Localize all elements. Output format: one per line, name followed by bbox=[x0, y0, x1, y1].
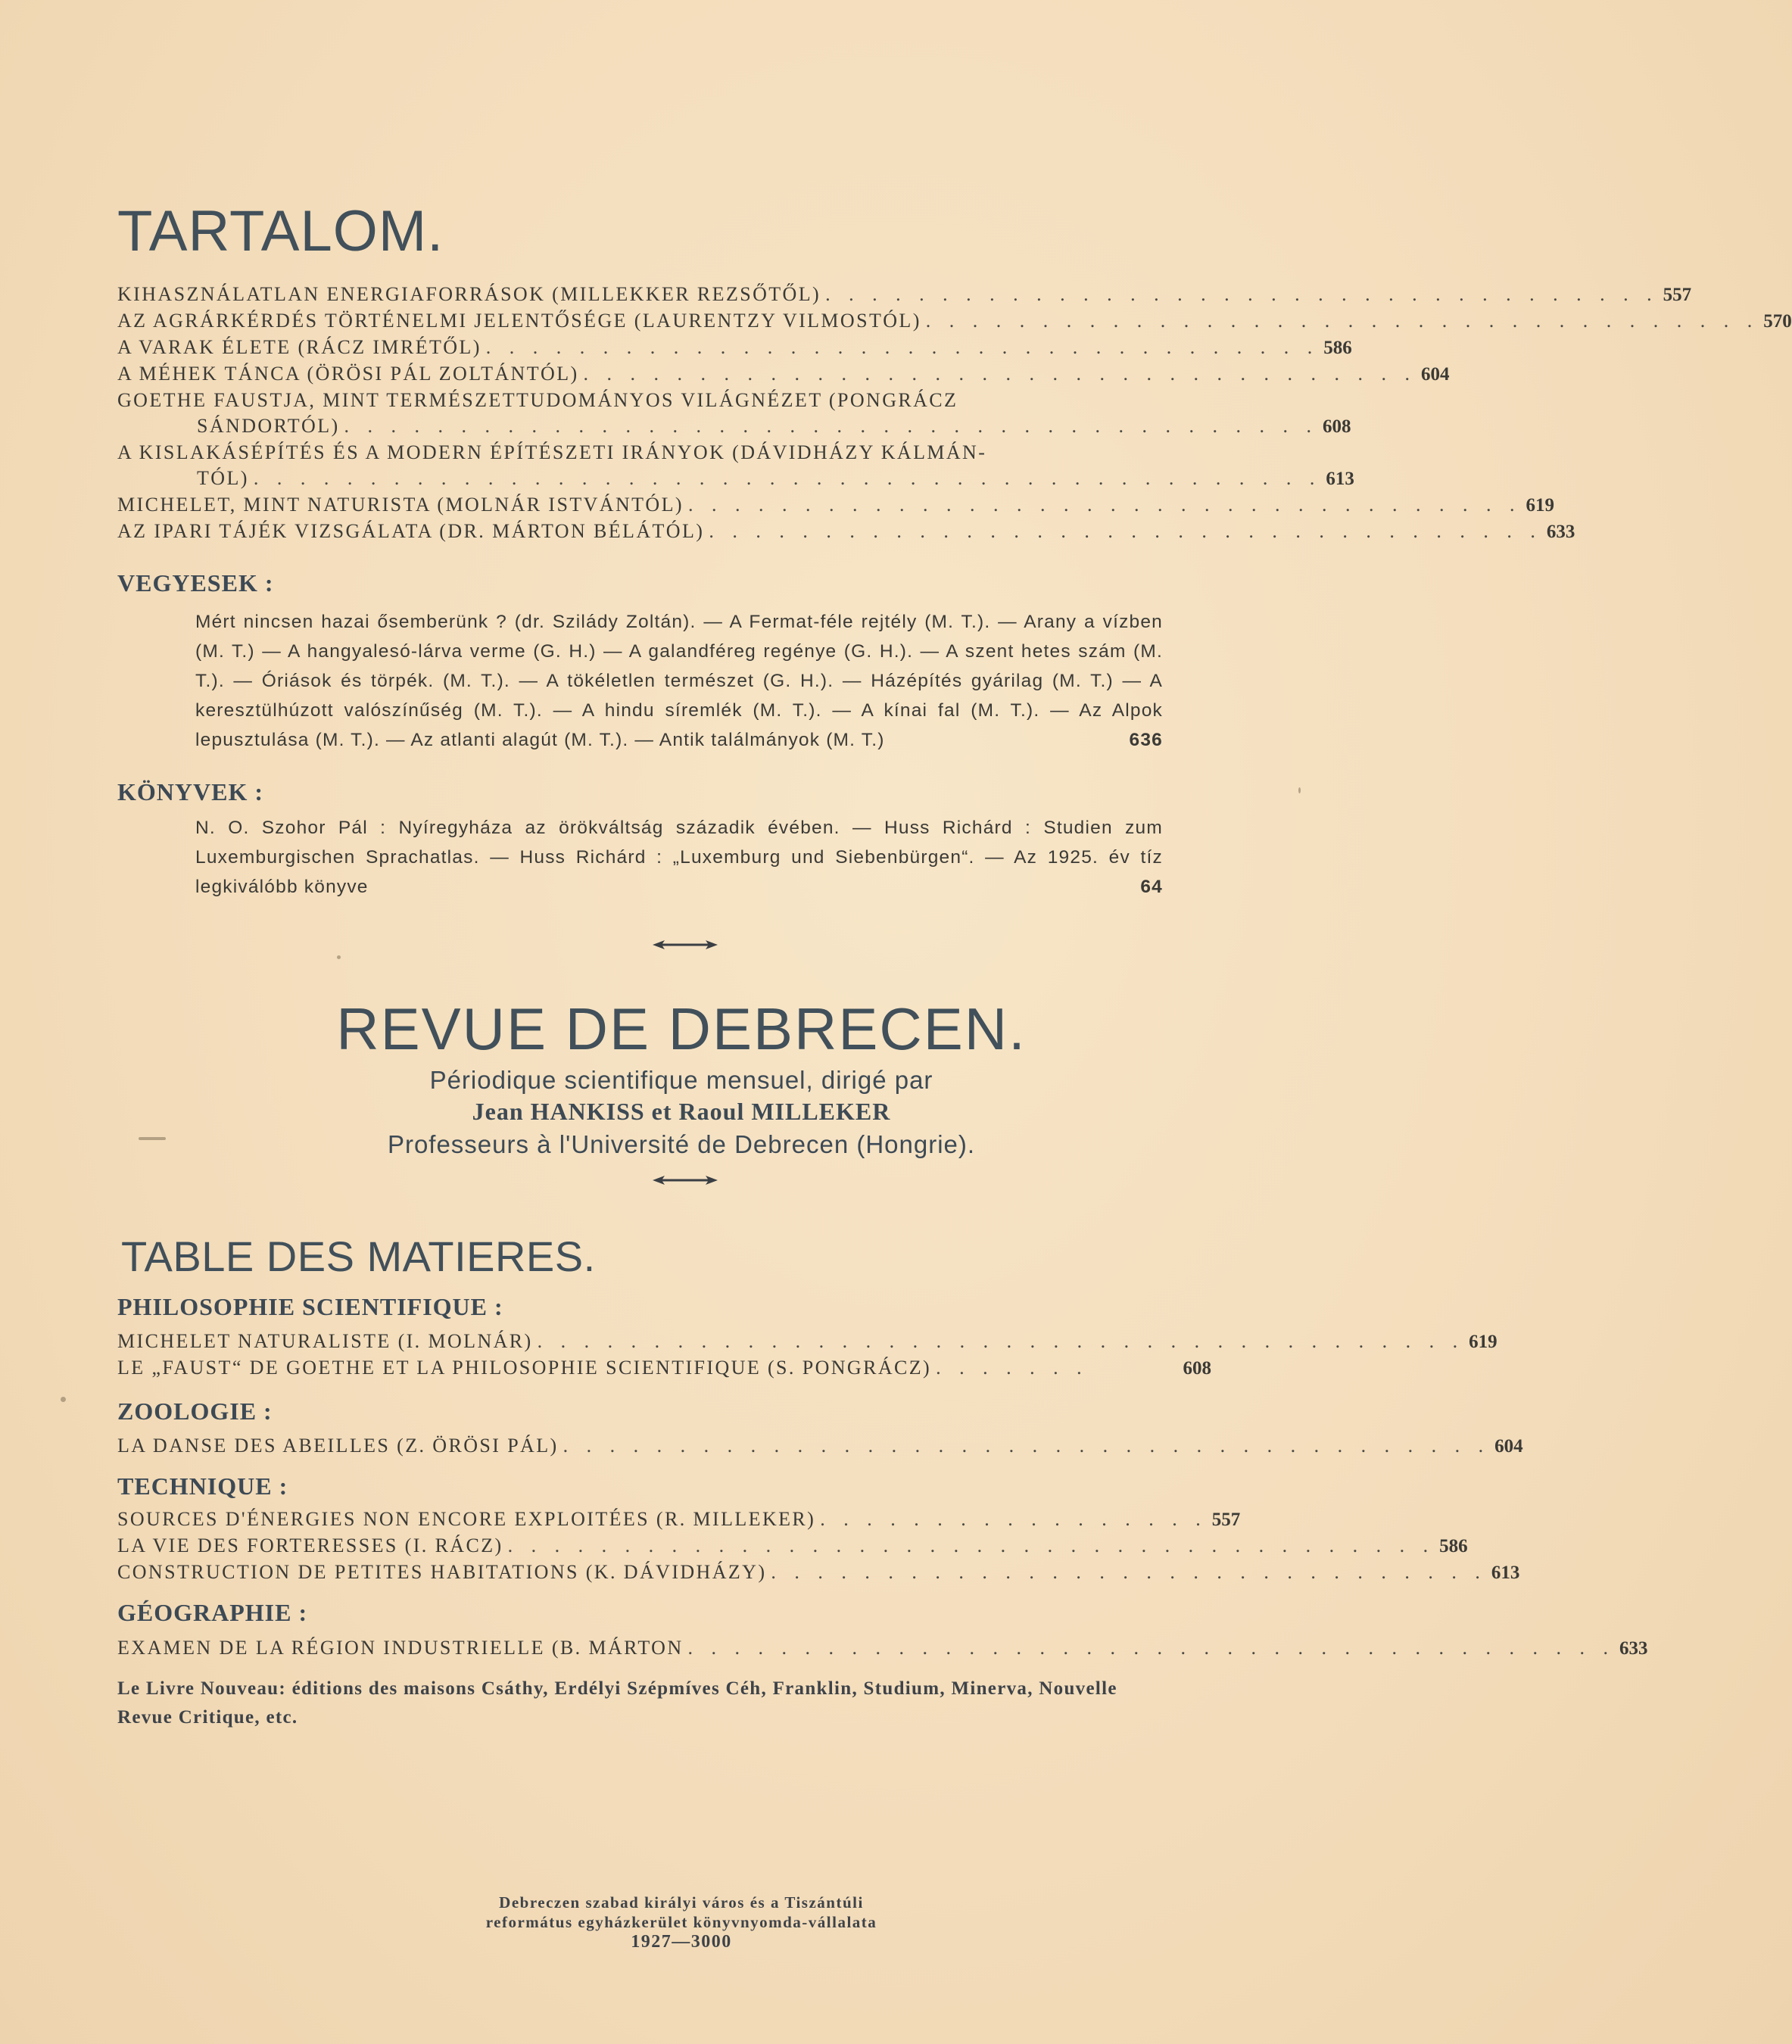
page-number: 636 bbox=[1129, 730, 1163, 750]
paper-speck bbox=[61, 1397, 66, 1402]
toc-entry-continuation: SÁNDORTÓL) . . . . . . . . . . . . . . . . . . . . . . . . . . . . . . . . . . . . . . . . . . 608 bbox=[117, 413, 1211, 440]
toc-entry: LE „FAUST“ DE GOETHE ET LA PHILOSOPHIE SCIENTIFIQUE (S. PONGRÁCZ) . . . . . . . 608 bbox=[117, 1355, 1211, 1382]
revue-title: REVUE DE DEBRECEN. bbox=[336, 996, 1027, 1062]
page-number: 557 bbox=[1663, 285, 1692, 305]
section-heading-geographie: GÉOGRAPHIE : bbox=[117, 1599, 308, 1626]
printer-imprint bbox=[0, 1893, 1363, 1952]
ornament-divider-icon bbox=[651, 1174, 719, 1186]
ornament-divider-icon bbox=[651, 939, 719, 951]
paper-speck bbox=[139, 1137, 166, 1140]
page-number: 586 bbox=[1439, 1536, 1468, 1556]
vegyesek-text: Mért nincsen hazai ősemberünk ? (dr. Szilády Zoltán). — A Fermat-féle rejtély (M. T.). — Arany a vízben (M. T.) — A hangyalesó-lárva verme (G. H.) — A galandféreg regénye (G. H.). — A szent hetes szám (M. T.). — Óriások és törpék. (M. T.). — A tökéletlen természet (G. H.). — Házépítés gyárilag (M. T.) — A keresztülhúzott valószínűség (M. T.). — A hindu síremlék (M. T.). — A kínai fal (M. T.). — Az Alpok lepusztulása (M. T.). — Az atlanti alagút (M. T.). — Antik találmányok (M. T.) 636 bbox=[195, 607, 1163, 755]
page-number: 613 bbox=[1326, 469, 1354, 489]
imprint-line: református egyházkerület könyvnyomda-vállalata bbox=[485, 1913, 877, 1931]
tartalom-list bbox=[117, 282, 1792, 545]
toc-entry-continuation: TÓL) . . . . . . . . . . . . . . . . . . . . . . . . . . . . . . . . . . . . . . . . . . . . . . 613 bbox=[117, 466, 1211, 492]
page-number: 586 bbox=[1323, 338, 1352, 358]
toc-entry: MICHELET, MINT NATURISTA (MOLNÁR ISTVÁNTÓL) . . . . . . . . . . . . . . . . . . . . . . . . . . . . . . . . . . . . 619 bbox=[117, 492, 1211, 519]
page-number: 633 bbox=[1619, 1638, 1648, 1659]
toc-entry: AZ IPARI TÁJÉK VIZSGÁLATA (DR. MÁRTON BÉLÁTÓL) . . . . . . . . . . . . . . . . . . . . . . . . . . . . . . . . . . . . 633 bbox=[117, 519, 1211, 545]
toc-entry: MICHELET NATURALISTE (I. MOLNÁR) . . . . . . . . . . . . . . . . . . . . . . . . . . . . . . . . . . . . . . . . 619 bbox=[117, 1329, 1211, 1355]
tartalom-title: TARTALOM. bbox=[117, 199, 444, 263]
page-number: 633 bbox=[1546, 522, 1575, 542]
page-number: 619 bbox=[1526, 495, 1554, 516]
page-number: 619 bbox=[1469, 1332, 1497, 1352]
technique-list bbox=[117, 1507, 1520, 1586]
toc-entry: A KISLAKÁSÉPÍTÉS ÉS A MODERN ÉPÍTÉSZETI IRÁNYOK (DÁVIDHÁZY KÁLMÁN- bbox=[117, 441, 987, 463]
print-run: 1927—3000 bbox=[631, 1932, 732, 1952]
page-number: 64 bbox=[1140, 877, 1163, 897]
toc-entry: SOURCES D'ÉNERGIES NON ENCORE EXPLOITÉES (R. MILLEKER) . . . . . . . . . . . . . . . . . 557 bbox=[117, 1507, 1211, 1533]
table-title: TABLE DES MATIERES. bbox=[121, 1232, 596, 1280]
toc-entry: CONSTRUCTION DE PETITES HABITATIONS (K. DÁVIDHÁZY) . . . . . . . . . . . . . . . . . . . . . . . . . . . . . . . 613 bbox=[117, 1559, 1211, 1586]
toc-entry: EXAMEN DE LA RÉGION INDUSTRIELLE (B. MÁRTON . . . . . . . . . . . . . . . . . . . . . . . . . . . . . . . . . . . . . . . . 633 bbox=[117, 1635, 1211, 1662]
paper-speck bbox=[337, 955, 341, 959]
revue-subtitle: Périodique scientifique mensuel, dirigé par bbox=[429, 1066, 933, 1094]
zoologie-list bbox=[117, 1433, 1523, 1460]
toc-entry: GOETHE FAUSTJA, MINT TERMÉSZETTUDOMÁNYOS VILÁGNÉZET (PONGRÁCZ bbox=[117, 389, 958, 411]
konyvek-text: N. O. Szohor Pál : Nyíregyháza az örökváltság századik évében. — Huss Richárd : Studien zum Luxemburgischen Sprachatlas. — Huss Richárd : „Luxemburg und Siebenbürgen“. — Az 1925. év tíz legkiválóbb könyve 64 bbox=[195, 813, 1163, 902]
section-heading-technique: TECHNIQUE : bbox=[117, 1472, 288, 1500]
geographie-list bbox=[117, 1635, 1648, 1662]
philosophie-list bbox=[117, 1329, 1497, 1382]
page-number: 557 bbox=[1211, 1510, 1241, 1530]
section-heading-zoologie: ZOOLOGIE : bbox=[117, 1397, 273, 1425]
toc-entry: LA VIE DES FORTERESSES (I. RÁCZ) . . . . . . . . . . . . . . . . . . . . . . . . . . . . . . . . . . . . . . . . 586 bbox=[117, 1533, 1211, 1559]
toc-entry: AZ AGRÁRKÉRDÉS TÖRTÉNELMI JELENTŐSÉGE (LAURENTZY VILMOSTÓL) . . . . . . . . . . . . . . . . . . . . . . . . . . . . . . . . . . . . 570 bbox=[117, 308, 1211, 335]
page-number: 604 bbox=[1421, 364, 1450, 385]
page-number: 613 bbox=[1491, 1563, 1520, 1583]
page-number: 570 bbox=[1763, 311, 1792, 332]
page-number: 604 bbox=[1494, 1436, 1523, 1457]
section-heading-philosophie: PHILOSOPHIE SCIENTIFIQUE : bbox=[117, 1293, 503, 1320]
paper-speck bbox=[1298, 787, 1301, 793]
toc-entry: KIHASZNÁLATLAN ENERGIAFORRÁSOK (MILLEKKER REZSŐTŐL) . . . . . . . . . . . . . . . . . . . . . . . . . . . . . . . . . . . . 557 bbox=[117, 282, 1211, 308]
toc-entry: A VARAK ÉLETE (RÁCZ IMRÉTŐL) . . . . . . . . . . . . . . . . . . . . . . . . . . . . . . . . . . . . 586 bbox=[117, 335, 1211, 361]
page-number: 608 bbox=[1323, 416, 1351, 437]
imprint-line: Debreczen szabad királyi város és a Tiszántúli bbox=[499, 1893, 864, 1912]
livre-nouveau-note: Le Livre Nouveau: éditions des maisons Csáthy, Erdélyi Szépmíves Céh, Franklin, Studium, Minerva, Nouvelle Revue Critique, etc. bbox=[117, 1678, 1117, 1728]
konyvek-heading: KÖNYVEK : bbox=[117, 778, 263, 805]
vegyesek-heading: VEGYESEK : bbox=[117, 569, 274, 597]
page-number: 608 bbox=[1183, 1358, 1211, 1379]
toc-entry: A MÉHEK TÁNCA (ÖRÖSI PÁL ZOLTÁNTÓL) . . . . . . . . . . . . . . . . . . . . . . . . . . . . . . . . . . . . 604 bbox=[117, 361, 1211, 388]
revue-editors: Jean HANKISS et Raoul MILLEKER bbox=[472, 1098, 891, 1125]
toc-entry: LA DANSE DES ABEILLES (Z. ÖRÖSI PÁL) . . . . . . . . . . . . . . . . . . . . . . . . . . . . . . . . . . . . . . . . 604 bbox=[117, 1433, 1211, 1460]
revue-affiliation: Professeurs à l'Université de Debrecen (Hongrie). bbox=[387, 1130, 976, 1158]
